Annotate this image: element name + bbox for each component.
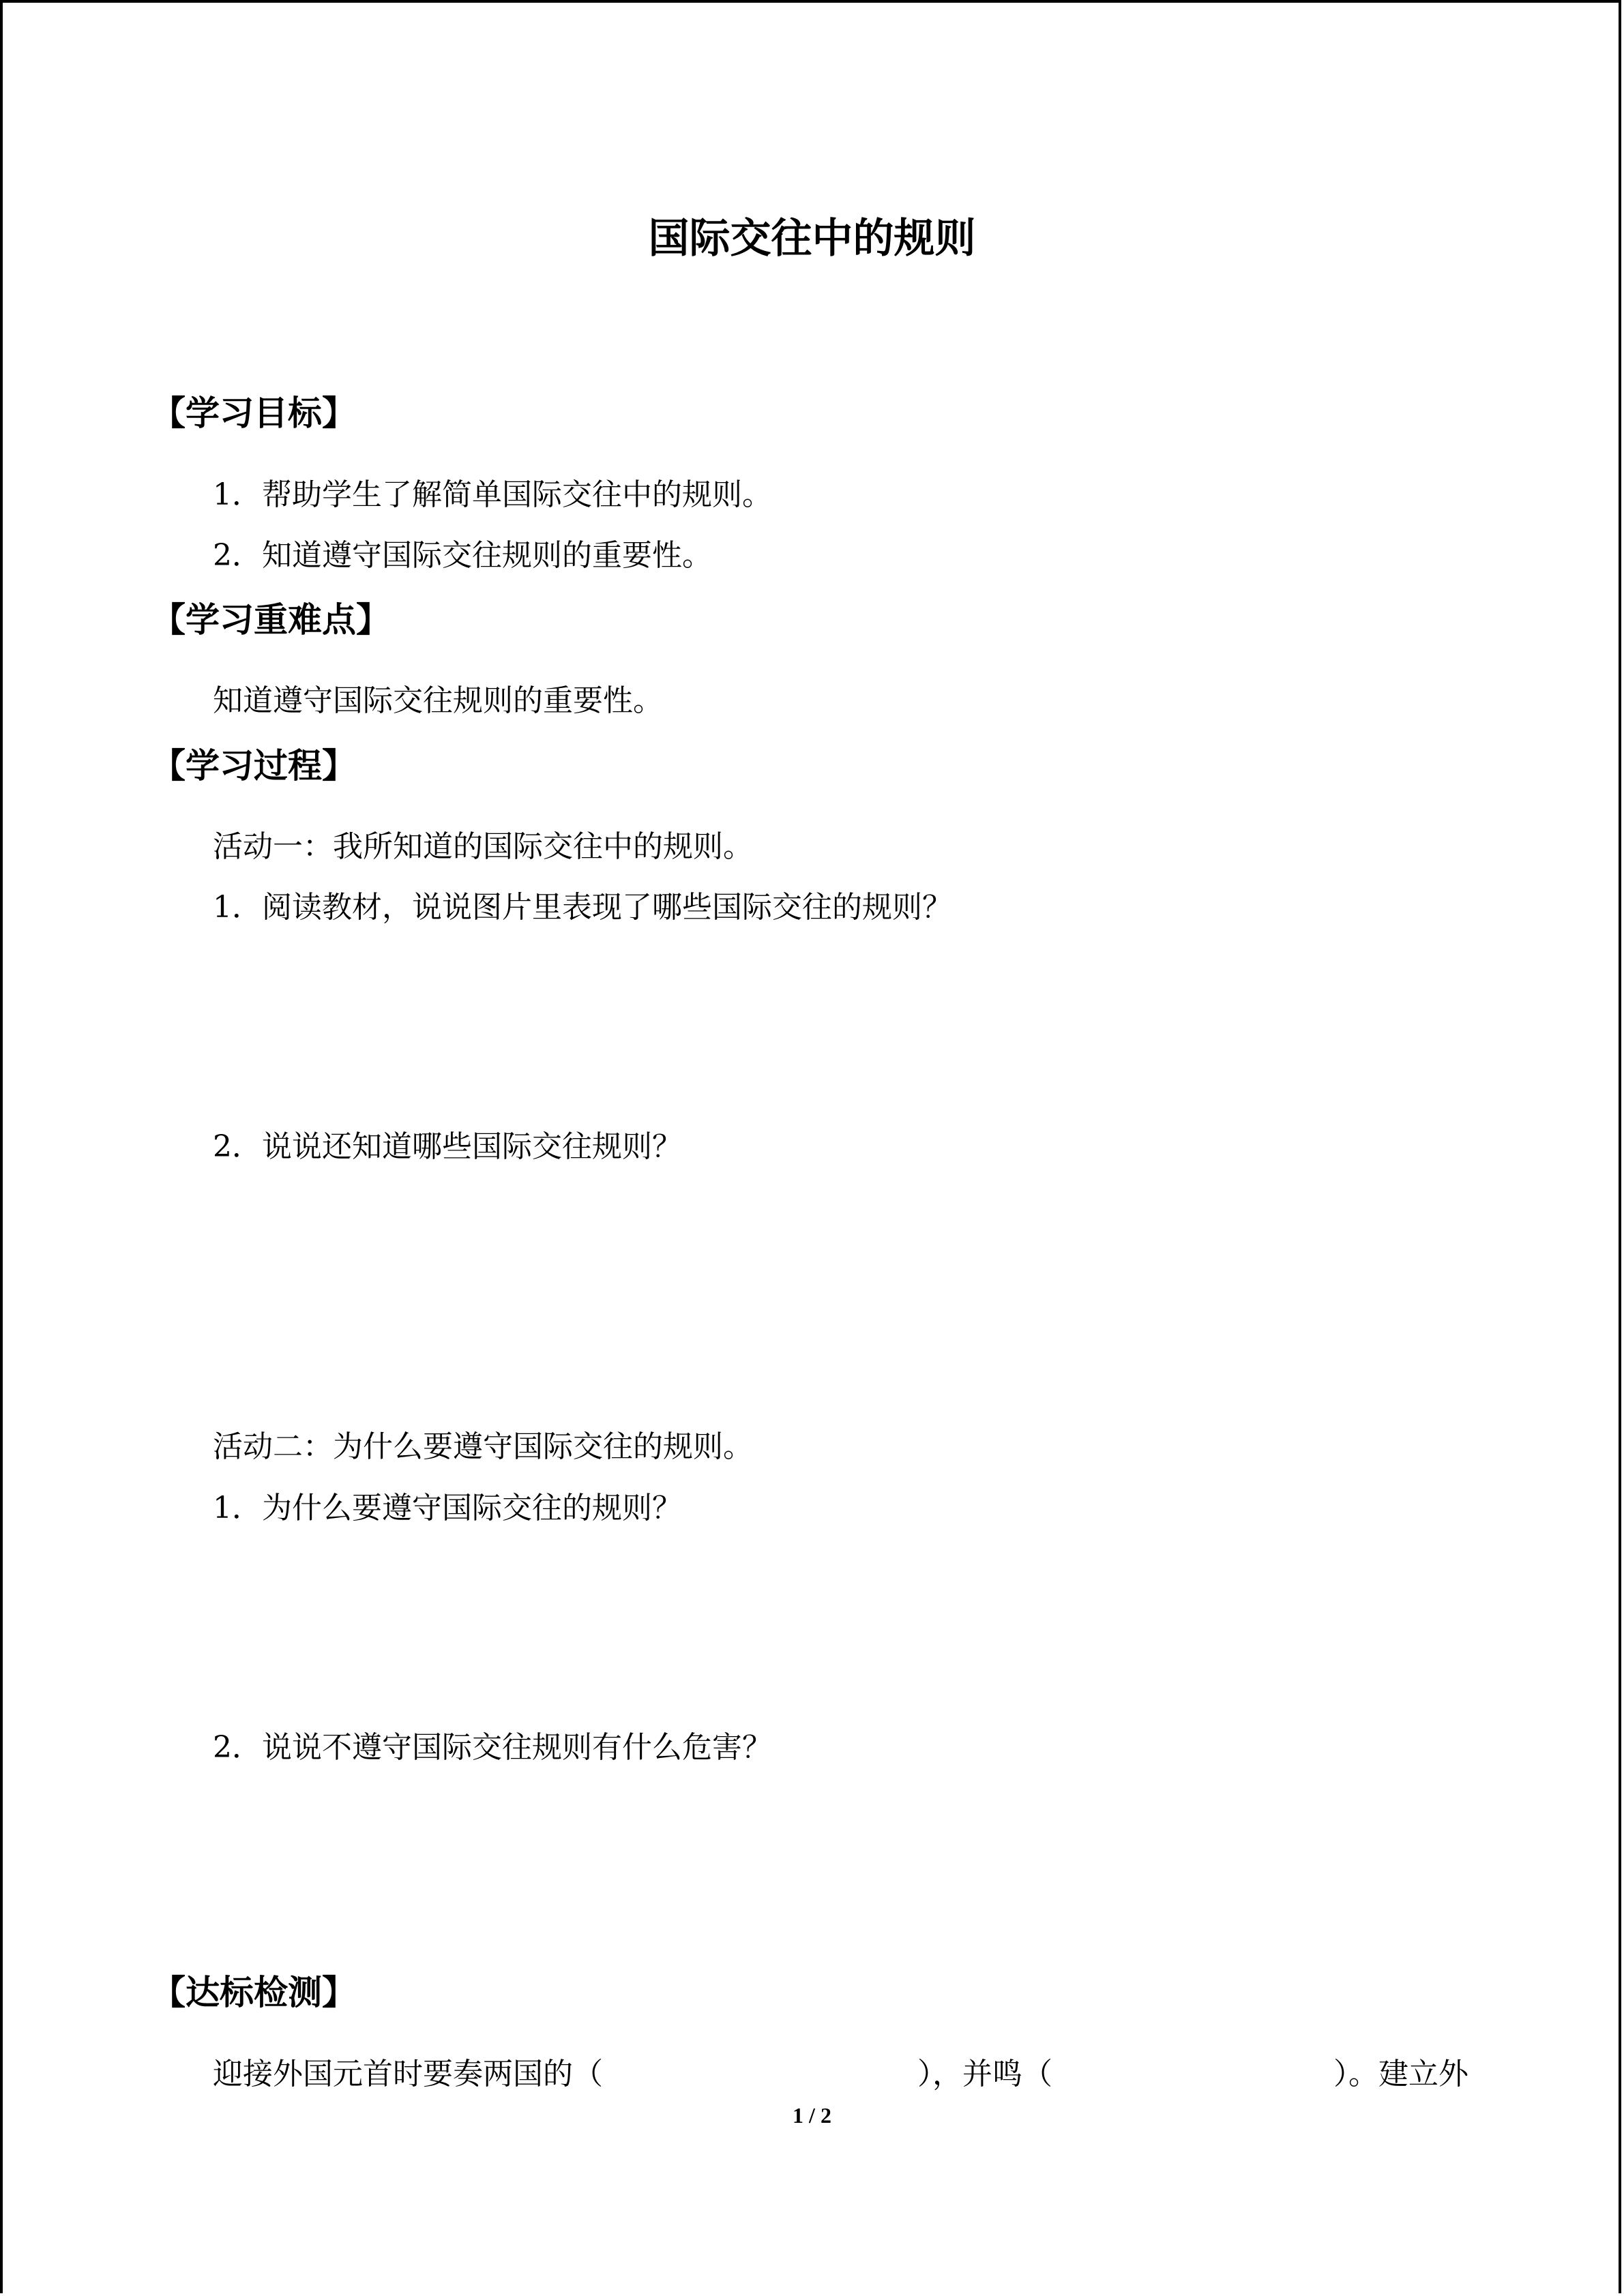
- goal-item-2: 2．知道遵守国际交往规则的重要性。: [213, 538, 712, 573]
- activity2-question-1: 1．为什么要遵守国际交往的规则？: [213, 1491, 682, 1525]
- page-number: 1 / 2: [793, 2103, 831, 2128]
- activity1-title: 活动一：我所知道的国际交往中的规则。: [213, 829, 753, 864]
- activity2-title: 活动二：为什么要遵守国际交往的规则。: [213, 1429, 753, 1464]
- goal-item-1: 1．帮助学生了解简单国际交往中的规则。: [213, 477, 772, 512]
- activity1-question-1: 1．阅读教材，说说图片里表现了哪些国际交往的规则？: [213, 890, 952, 925]
- assessment-text-part-3: ）。建立外: [1333, 2057, 1468, 2091]
- section-heading-process: 【学习过程】: [151, 746, 356, 786]
- key-points-text: 知道遵守国际交往规则的重要性。: [213, 683, 663, 718]
- assessment-text-part-2: ），并鸣（: [917, 2057, 1052, 2091]
- section-heading-assessment: 【达标检测】: [151, 1973, 356, 2012]
- activity2-question-2: 2．说说不遵守国际交往规则有什么危害？: [213, 1730, 772, 1765]
- document-title: 国际交往中的规则: [648, 215, 976, 263]
- assessment-text-part-1: 迎接外国元首时要奏两国的（: [213, 2057, 603, 2091]
- section-heading-key-points: 【学习重难点】: [151, 600, 390, 640]
- section-heading-goals: 【学习目标】: [151, 393, 356, 433]
- activity1-question-2: 2．说说还知道哪些国际交往规则？: [213, 1129, 682, 1164]
